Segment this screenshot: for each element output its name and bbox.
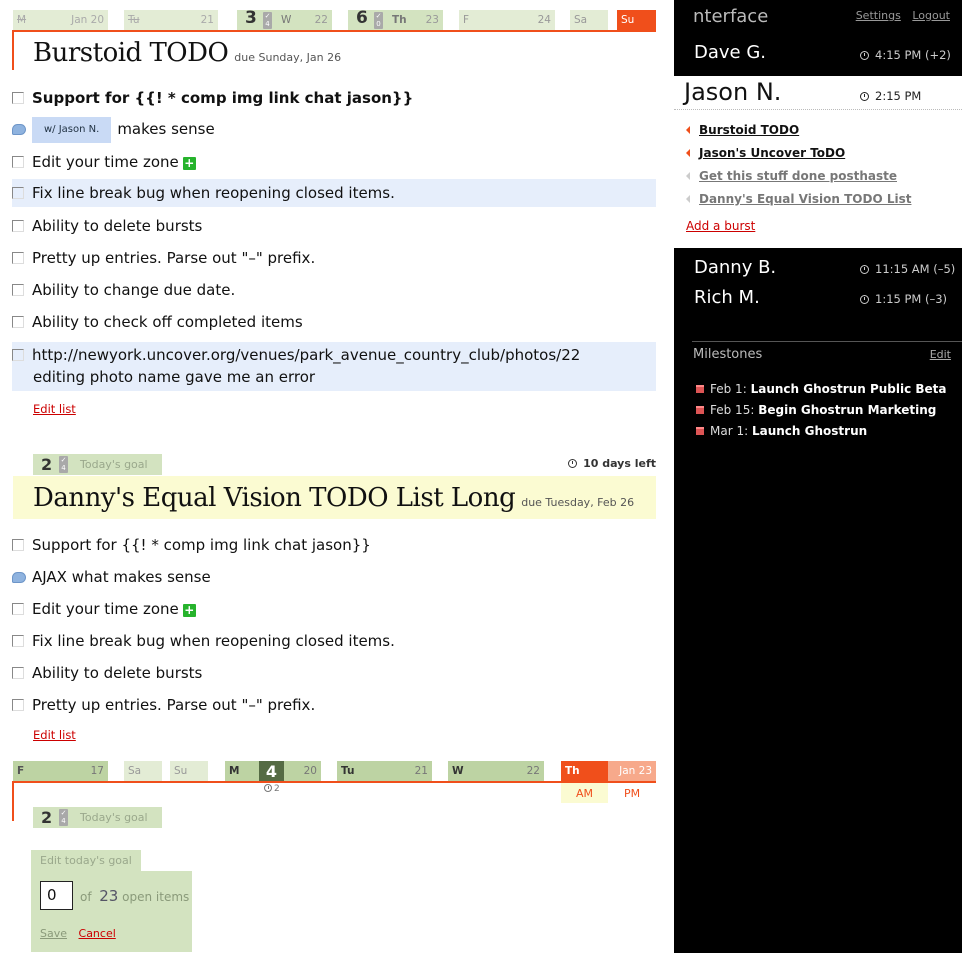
item-text[interactable]: Ability to delete bursts bbox=[32, 217, 203, 235]
list-item bbox=[12, 534, 656, 556]
item-checkbox[interactable] bbox=[12, 316, 24, 328]
done-check-count: 2 bbox=[264, 784, 280, 794]
clock-icon bbox=[860, 295, 869, 304]
list-item bbox=[12, 151, 656, 173]
list-item bbox=[12, 566, 656, 588]
chat-bubble-icon[interactable] bbox=[12, 124, 26, 135]
todays-goal-bar[interactable] bbox=[33, 454, 162, 475]
check-badge-icon: ✓ 4 bbox=[60, 456, 67, 472]
list-title bbox=[33, 38, 341, 68]
milestone-item: Mar 1: Launch Ghostrun bbox=[696, 424, 867, 438]
timeline-day-fri[interactable]: F 17 bbox=[13, 761, 108, 782]
timeline-day-fri[interactable]: F 24 bbox=[459, 10, 555, 31]
item-checkbox[interactable] bbox=[12, 349, 24, 361]
account-links bbox=[848, 9, 950, 22]
check-badge-icon: ✓ 4 bbox=[264, 12, 271, 28]
list-item bbox=[12, 630, 656, 652]
timeline-day-sun[interactable]: Su bbox=[617, 10, 656, 31]
list-item bbox=[12, 87, 656, 109]
timeline-day-thu[interactable]: Th bbox=[561, 761, 608, 782]
arrow-left-icon bbox=[686, 126, 690, 134]
timeline-day-tue[interactable]: Tu 21 bbox=[124, 10, 218, 31]
milestone-item: Feb 15: Begin Ghostrun Marketing bbox=[696, 403, 936, 417]
item-checkbox[interactable] bbox=[12, 699, 24, 711]
list-item bbox=[12, 662, 656, 684]
calendar-icon bbox=[696, 385, 704, 393]
check-badge-icon: ✓ 4 bbox=[60, 809, 67, 825]
clock-icon bbox=[860, 51, 869, 60]
item-text[interactable]: Support for {{! * comp img link chat jason}} bbox=[32, 89, 414, 107]
milestones-edit-link[interactable]: Edit bbox=[929, 348, 951, 361]
with-tag: w/ Jason N. bbox=[32, 117, 111, 143]
item-text[interactable]: Ability to delete bursts bbox=[32, 664, 203, 682]
list-item bbox=[12, 598, 656, 620]
item-checkbox[interactable] bbox=[12, 220, 24, 232]
item-checkbox[interactable] bbox=[12, 539, 24, 551]
cancel-button[interactable]: Cancel bbox=[78, 927, 116, 940]
pm-tab[interactable]: PM bbox=[623, 787, 641, 800]
list-item bbox=[12, 279, 656, 301]
edit-goal-tab: Edit today's goal bbox=[31, 850, 141, 872]
item-checkbox[interactable] bbox=[12, 156, 24, 168]
timeline-day-mon[interactable]: M Jan 20 bbox=[13, 10, 108, 31]
burst-link[interactable]: Danny's Equal Vision TODO List bbox=[686, 192, 911, 206]
days-left: 10 days left bbox=[568, 457, 656, 470]
burst-link[interactable]: Burstoid TODO bbox=[686, 123, 799, 137]
current-user-name[interactable]: Jason N. bbox=[684, 78, 782, 106]
calendar-icon bbox=[696, 406, 704, 414]
current-user-time: 2:15 PM bbox=[860, 89, 921, 103]
list-item bbox=[12, 115, 656, 143]
divider bbox=[692, 341, 962, 342]
timeline-day-mon[interactable]: M 20 bbox=[225, 761, 321, 782]
item-text[interactable]: Ability to change due date. bbox=[32, 281, 236, 299]
item-checkbox[interactable] bbox=[12, 667, 24, 679]
timeline-rule bbox=[13, 781, 656, 783]
milestone-item: Feb 1: Launch Ghostrun Public Beta bbox=[696, 382, 947, 396]
item-checkbox[interactable] bbox=[12, 635, 24, 647]
item-checkbox[interactable] bbox=[12, 284, 24, 296]
done-count: 3 bbox=[245, 8, 257, 28]
list-item bbox=[12, 342, 656, 391]
goal-count: 2 bbox=[41, 808, 53, 827]
clock-icon bbox=[860, 265, 869, 274]
list-title-text[interactable]: Danny's Equal Vision TODO List Long bbox=[33, 483, 516, 513]
divider bbox=[674, 109, 962, 110]
timeline-day-thu[interactable]: 6 ✓ 0 Th 23 bbox=[348, 10, 443, 31]
arrow-left-icon bbox=[686, 149, 690, 157]
item-text[interactable]: Edit your time zone bbox=[32, 600, 179, 618]
clock-icon bbox=[568, 459, 577, 468]
done-count: 6 bbox=[356, 8, 368, 28]
person-time: 11:15 AM (–5) bbox=[860, 262, 955, 276]
item-checkbox[interactable] bbox=[12, 92, 24, 104]
burst-link[interactable]: Get this stuff done posthaste bbox=[686, 169, 897, 183]
timeline-day-wed[interactable]: W 22 bbox=[448, 761, 544, 782]
person-name[interactable]: Rich M. bbox=[694, 287, 760, 308]
timeline-day-next[interactable]: Jan 23 bbox=[608, 761, 656, 782]
todays-goal-bar[interactable] bbox=[33, 807, 162, 828]
timeline-day-sat[interactable]: Sa bbox=[570, 10, 608, 31]
clock-icon bbox=[860, 92, 869, 101]
app-title: nterface bbox=[693, 6, 769, 27]
item-checkbox[interactable] bbox=[12, 187, 24, 199]
edit-goal-actions bbox=[40, 927, 116, 940]
timeline-day-wed[interactable]: 3 ✓ 4 W 22 bbox=[237, 10, 332, 31]
goal-count-input[interactable]: 0 bbox=[40, 881, 73, 910]
check-circle-icon bbox=[264, 784, 272, 792]
goal-count: 2 bbox=[41, 455, 53, 474]
due-date: due Sunday, Jan 26 bbox=[234, 51, 342, 64]
calendar-icon bbox=[696, 427, 704, 435]
am-tab[interactable]: AM bbox=[561, 783, 608, 803]
timeline-day-sun[interactable]: Su bbox=[170, 761, 208, 782]
check-badge-icon: ✓ 0 bbox=[375, 12, 382, 28]
item-text[interactable]: Ability to check off completed items bbox=[32, 313, 303, 331]
timeline-bottom bbox=[13, 761, 656, 782]
timeline-top bbox=[13, 10, 656, 31]
burst-link[interactable]: Jason's Uncover ToDO bbox=[686, 146, 845, 160]
logout-link[interactable]: Logout bbox=[912, 9, 950, 22]
item-text-line2[interactable]: editing photo name gave me an error bbox=[33, 368, 316, 386]
timeline-rule-vertical bbox=[12, 30, 14, 70]
arrow-left-icon bbox=[686, 172, 690, 180]
person-name[interactable]: Dave G. bbox=[694, 42, 767, 63]
plus-icon[interactable]: + bbox=[184, 156, 195, 170]
milestones-heading: Milestones bbox=[693, 347, 763, 362]
chat-bubble-icon[interactable] bbox=[12, 572, 26, 583]
item-text[interactable]: AJAX what makes sense bbox=[32, 568, 211, 586]
item-text[interactable]: Pretty up entries. Parse out "–" prefix. bbox=[32, 696, 316, 714]
timeline-rule-vertical bbox=[12, 781, 14, 821]
timeline-rule bbox=[13, 30, 656, 32]
list-item bbox=[12, 179, 656, 207]
item-text[interactable]: Pretty up entries. Parse out "–" prefix. bbox=[32, 249, 316, 267]
person-time: 1:15 PM (–3) bbox=[860, 292, 947, 306]
item-text[interactable]: Edit your time zone bbox=[32, 153, 179, 171]
timeline-day-sat[interactable]: Sa bbox=[124, 761, 162, 782]
goal-label: Today's goal bbox=[80, 458, 148, 471]
current-user-panel bbox=[674, 76, 962, 248]
list-item bbox=[12, 694, 656, 716]
item-checkbox[interactable] bbox=[12, 603, 24, 615]
list-title-text[interactable]: Burstoid TODO bbox=[33, 38, 229, 68]
list-item bbox=[12, 215, 656, 237]
list-title bbox=[33, 483, 634, 513]
open-items-text: of 23 open items bbox=[80, 887, 190, 905]
list-item bbox=[12, 247, 656, 269]
list-item bbox=[12, 311, 656, 333]
item-text[interactable]: http://newyork.uncover.org/venues/park_avenue_country_club/photos/22 bbox=[32, 346, 581, 364]
item-text[interactable]: Fix line break bug when reopening closed items. bbox=[32, 632, 395, 650]
edit-list-link[interactable]: Edit list bbox=[33, 402, 76, 416]
arrow-left-icon bbox=[686, 195, 690, 203]
goal-label: Today's goal bbox=[80, 811, 148, 824]
edit-goal-panel bbox=[31, 851, 192, 952]
sidebar bbox=[674, 0, 962, 953]
edit-list-link[interactable]: Edit list bbox=[33, 728, 76, 742]
item-checkbox[interactable] bbox=[12, 252, 24, 264]
person-name[interactable]: Danny B. bbox=[694, 257, 777, 278]
item-text[interactable]: makes sense bbox=[117, 120, 215, 138]
save-button[interactable]: Save bbox=[40, 927, 68, 940]
due-date: due Tuesday, Feb 26 bbox=[521, 496, 635, 509]
item-text[interactable]: Fix line break bug when reopening closed items. bbox=[32, 184, 395, 202]
plus-icon[interactable]: + bbox=[184, 603, 195, 617]
person-time: 4:15 PM (+2) bbox=[860, 48, 951, 62]
timeline-day-tue[interactable]: Tu 21 bbox=[337, 761, 432, 782]
item-text[interactable]: Support for {{! * comp img link chat jason}} bbox=[32, 536, 371, 554]
today-marker: 4 bbox=[259, 761, 284, 782]
add-burst-link[interactable]: Add a burst bbox=[686, 219, 756, 233]
settings-link[interactable]: Settings bbox=[855, 9, 901, 22]
